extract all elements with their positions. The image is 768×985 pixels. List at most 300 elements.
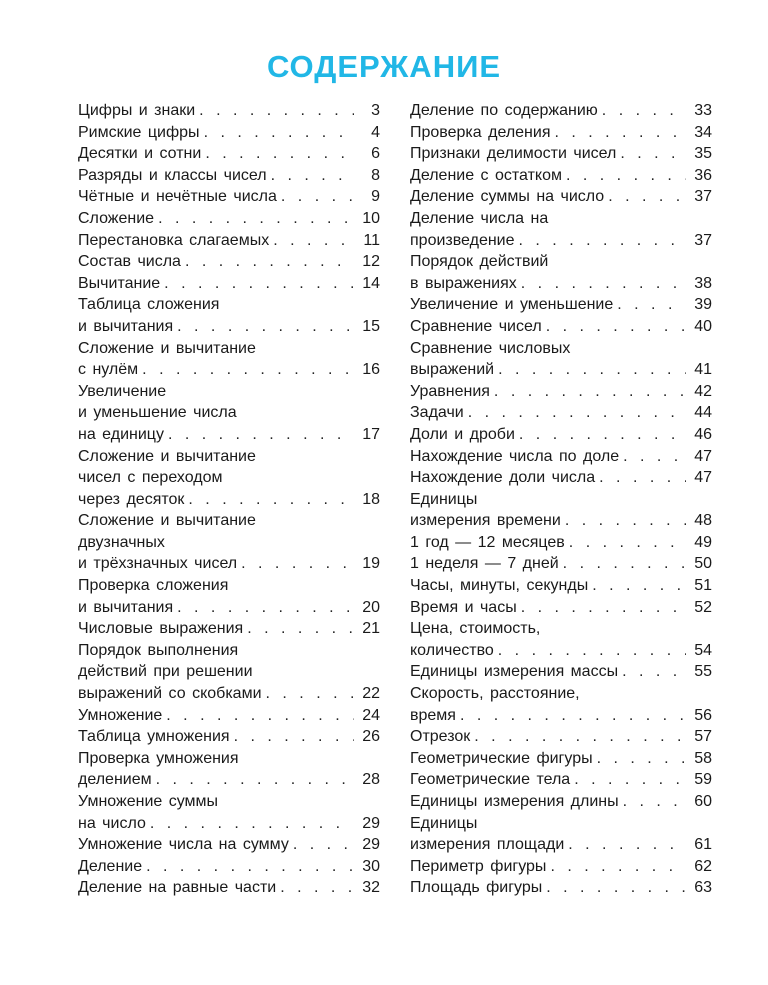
toc-entry[interactable] xyxy=(410,316,712,338)
dot-leader xyxy=(166,705,354,727)
dot-leader xyxy=(554,122,686,144)
toc-page-number: 3 xyxy=(371,102,380,119)
toc-entry-line xyxy=(410,813,712,835)
dot-leader xyxy=(568,834,686,856)
toc-entry-title: Деление числа на xyxy=(410,209,549,227)
toc-entry[interactable] xyxy=(410,575,712,597)
toc-entry-title: и уменьшение числа xyxy=(78,404,237,422)
toc-entry-line xyxy=(410,100,712,122)
toc-page-number: 37 xyxy=(694,188,712,206)
toc-entry[interactable] xyxy=(410,294,712,316)
toc-entry[interactable] xyxy=(410,661,712,683)
toc-entry-title: Умножение числа на сумму xyxy=(78,836,289,854)
toc-page-number: 47 xyxy=(694,469,712,487)
toc-page-number: 12 xyxy=(362,253,380,271)
toc-entry-line xyxy=(410,381,712,403)
toc-page-number: 16 xyxy=(362,361,380,379)
toc-page-number: 30 xyxy=(362,857,380,875)
toc-entry-line xyxy=(78,251,380,273)
toc-entry-title: Доли и дроби xyxy=(410,425,515,443)
dot-leader xyxy=(623,791,686,813)
toc-entry-title: Признаки делимости чисел xyxy=(410,145,617,163)
toc-page-number: 37 xyxy=(694,231,712,249)
toc-page-number: 50 xyxy=(694,555,712,573)
toc-entry-line xyxy=(410,748,712,770)
toc-entry-title: Проверка сложения xyxy=(78,577,229,595)
toc-entry-title: измерения площади xyxy=(410,836,565,854)
toc-entry[interactable] xyxy=(410,683,712,726)
dot-leader xyxy=(623,446,686,468)
toc-entry-line xyxy=(78,661,380,683)
toc-entry[interactable] xyxy=(78,446,380,511)
toc-entry-line xyxy=(410,251,712,273)
toc-entry-line xyxy=(78,143,380,165)
toc-entry-title: Порядок выполнения xyxy=(78,641,239,659)
toc-entry-title: Деление по содержанию xyxy=(410,102,598,119)
toc-entry-title: делением xyxy=(78,771,152,789)
toc-page-number: 34 xyxy=(694,123,712,141)
toc-entry-title: выражений xyxy=(410,361,495,379)
toc-entry-line xyxy=(78,683,380,705)
dot-leader xyxy=(281,186,354,208)
toc-entry-line xyxy=(78,381,380,403)
toc-entry[interactable] xyxy=(410,553,712,575)
toc-entry-line xyxy=(410,165,712,187)
toc-entry[interactable] xyxy=(78,165,380,187)
toc-entry-title: измерения времени xyxy=(410,512,561,530)
toc-entry-line xyxy=(410,661,712,683)
toc-entry-line xyxy=(410,467,712,489)
toc-page-number: 33 xyxy=(694,102,712,119)
toc-entry-line xyxy=(410,877,712,899)
toc-page-number: 10 xyxy=(362,209,380,227)
toc-entry-line xyxy=(78,316,380,338)
dot-leader xyxy=(271,165,354,187)
toc-entry-title: Таблица умножения xyxy=(78,728,230,746)
toc-entry[interactable] xyxy=(410,597,712,619)
toc-entry-title: Порядок действий xyxy=(410,253,549,271)
dot-leader xyxy=(602,100,686,122)
toc-entry[interactable] xyxy=(78,575,380,618)
dot-leader xyxy=(546,877,686,899)
toc-entry-title: Деление xyxy=(78,857,143,875)
toc-entry[interactable] xyxy=(410,165,712,187)
toc-entry[interactable] xyxy=(78,273,380,295)
toc-entry[interactable] xyxy=(410,381,712,403)
toc-entry-line xyxy=(410,791,712,813)
toc-entry-title: Увеличение и уменьшение xyxy=(410,296,614,314)
toc-entry[interactable] xyxy=(410,251,712,294)
dot-leader xyxy=(156,769,354,791)
toc-entry[interactable] xyxy=(410,532,712,554)
toc-entry-line xyxy=(78,726,380,748)
toc-entry-line xyxy=(78,100,380,122)
toc-page-number: 15 xyxy=(362,317,380,335)
dot-leader xyxy=(188,489,354,511)
toc-entry-line xyxy=(78,165,380,187)
toc-entry-line xyxy=(78,510,380,532)
toc-entry[interactable] xyxy=(78,640,380,705)
toc-entry-line xyxy=(78,877,380,899)
toc-entry[interactable] xyxy=(410,100,712,122)
toc-entry[interactable] xyxy=(410,208,712,251)
toc-entry-title: Цифры и знаки xyxy=(78,102,196,119)
toc-page-number: 48 xyxy=(694,512,712,530)
toc-entry-line xyxy=(410,338,712,360)
dot-leader xyxy=(550,856,686,878)
toc-entry-line xyxy=(410,446,712,468)
toc-page-number: 58 xyxy=(694,749,712,767)
toc-entry[interactable] xyxy=(78,791,380,834)
toc-page-number: 61 xyxy=(694,836,712,854)
toc-entry-line xyxy=(410,683,712,705)
toc-entry[interactable] xyxy=(78,208,380,230)
toc-entry-title: на единицу xyxy=(78,425,164,443)
toc-entry-line xyxy=(410,402,712,424)
dot-leader xyxy=(498,640,686,662)
dot-leader xyxy=(608,186,686,208)
toc-entry[interactable] xyxy=(78,251,380,273)
toc-entry-title: Разряды и классы чисел xyxy=(78,166,267,184)
toc-entry-line xyxy=(410,510,712,532)
toc-entry-title: Умножение xyxy=(78,706,163,724)
toc-entry-line xyxy=(78,359,380,381)
toc-entry-title: Единицы xyxy=(410,490,478,508)
toc-page-number: 44 xyxy=(694,404,712,422)
toc-page-number: 26 xyxy=(362,728,380,746)
dot-leader xyxy=(519,230,686,252)
dot-leader xyxy=(592,575,686,597)
toc-entry-title: Десятки и сотни xyxy=(78,145,202,163)
toc-entry[interactable] xyxy=(410,877,712,899)
toc-page-number: 60 xyxy=(694,793,712,810)
toc-right-column xyxy=(410,100,712,899)
toc-entry-line xyxy=(410,834,712,856)
dot-leader xyxy=(204,122,354,144)
toc-entry-line xyxy=(410,489,712,511)
toc-entry-title: с нулём xyxy=(78,361,139,379)
toc-entry-title: Сложение и вычитание xyxy=(78,339,256,357)
toc-entry-line xyxy=(410,143,712,165)
toc-entry-line xyxy=(78,489,380,511)
toc-entry-line xyxy=(78,597,380,619)
toc-page-number: 29 xyxy=(362,836,380,854)
toc-entry[interactable] xyxy=(410,791,712,813)
toc-entry-title: в выражениях xyxy=(410,274,517,292)
dot-leader xyxy=(266,683,354,705)
toc-entry[interactable] xyxy=(410,467,712,489)
toc-page-number: 62 xyxy=(694,857,712,875)
toc-page-number: 19 xyxy=(362,555,380,573)
toc-entry-line xyxy=(78,769,380,791)
toc-entry-title: 1 год — 12 месяцев xyxy=(410,533,565,551)
toc-entry-line xyxy=(410,208,712,230)
dot-leader xyxy=(247,618,354,640)
toc-entry[interactable] xyxy=(410,856,712,878)
dot-leader xyxy=(280,877,354,899)
dot-leader xyxy=(521,273,686,295)
toc-entry[interactable] xyxy=(78,856,380,878)
toc-page-number: 20 xyxy=(362,598,380,616)
toc-entry-line xyxy=(410,273,712,295)
toc-entry-title: Часы, минуты, секунды xyxy=(410,577,589,595)
toc-page-number: 35 xyxy=(694,145,712,163)
toc-page-number: 32 xyxy=(362,879,380,897)
toc-entry-line xyxy=(78,748,380,770)
toc-entry-title: Единицы xyxy=(410,814,478,832)
toc-entry-title: Деление суммы на число xyxy=(410,188,605,206)
toc-entry-title: и трёхзначных чисел xyxy=(78,555,238,573)
dot-leader xyxy=(521,597,686,619)
toc-page-number: 46 xyxy=(694,425,712,443)
toc-entry-title: Проверка умножения xyxy=(78,749,239,767)
toc-page-number: 18 xyxy=(362,490,380,508)
toc-page-number: 51 xyxy=(694,577,712,595)
toc-entry-line xyxy=(410,294,712,316)
toc-page-number: 56 xyxy=(694,706,712,724)
toc-page-number: 22 xyxy=(362,685,380,703)
toc-left-column xyxy=(78,100,380,899)
dot-leader xyxy=(494,381,686,403)
toc-page-number: 11 xyxy=(363,231,380,249)
toc-page-number: 17 xyxy=(362,425,380,443)
toc-entry-title: Сложение и вычитание xyxy=(78,447,256,465)
dot-leader xyxy=(158,208,354,230)
toc-entry-line xyxy=(410,575,712,597)
toc-entry[interactable] xyxy=(78,748,380,791)
dot-leader xyxy=(293,834,354,856)
toc-entry-line xyxy=(410,597,712,619)
toc-entry[interactable] xyxy=(78,143,380,165)
dot-leader xyxy=(460,705,686,727)
toc-entry-line xyxy=(78,122,380,144)
toc-entry[interactable] xyxy=(410,186,712,208)
dot-leader xyxy=(474,726,686,748)
toc-page-number: 54 xyxy=(694,641,712,659)
dot-leader xyxy=(168,424,354,446)
toc-entry[interactable] xyxy=(78,726,380,748)
toc-entry[interactable] xyxy=(410,813,712,856)
toc-entry-title: Увеличение xyxy=(78,382,167,400)
toc-entry-title: и вычитания xyxy=(78,598,174,616)
toc-page-number: 36 xyxy=(694,166,712,184)
toc-page-number: 14 xyxy=(362,274,380,292)
toc-entry-line xyxy=(410,230,712,252)
toc-entry-line xyxy=(410,424,712,446)
toc-entry-title: Перестановка слагаемых xyxy=(78,231,270,249)
toc-entry[interactable] xyxy=(410,769,712,791)
toc-entry[interactable] xyxy=(410,726,712,748)
dot-leader xyxy=(199,100,354,122)
toc-entry-title: Таблица сложения xyxy=(78,296,220,314)
dot-leader xyxy=(177,597,354,619)
toc-entry[interactable] xyxy=(78,122,380,144)
dot-leader xyxy=(622,661,686,683)
toc-entry-line xyxy=(78,553,380,575)
dot-leader xyxy=(164,273,354,295)
toc-entry-title: Единицы измерения массы xyxy=(410,663,619,681)
toc-page-number: 4 xyxy=(371,123,380,141)
toc-entry-line xyxy=(410,122,712,144)
dot-leader xyxy=(177,316,354,338)
toc-entry[interactable] xyxy=(78,618,380,640)
toc-page-number: 49 xyxy=(694,533,712,551)
toc-entry-line xyxy=(78,402,380,424)
toc-entry-title: Уравнения xyxy=(410,382,490,400)
toc-entry-title: Задачи xyxy=(410,404,464,422)
dot-leader xyxy=(620,143,686,165)
toc-entry[interactable] xyxy=(410,446,712,468)
toc-entry-title: Сравнение чисел xyxy=(410,317,542,335)
toc-entry[interactable] xyxy=(78,705,380,727)
toc-page-number: 8 xyxy=(371,166,380,184)
toc-entry[interactable] xyxy=(78,186,380,208)
toc-entry-title: Отрезок xyxy=(410,728,471,746)
toc-entry[interactable] xyxy=(78,510,380,575)
toc-entry-line xyxy=(78,856,380,878)
toc-entry[interactable] xyxy=(78,338,380,381)
toc-entry-line xyxy=(78,186,380,208)
toc-entry-title: Сложение xyxy=(78,209,155,227)
toc-page-number: 57 xyxy=(694,728,712,746)
toc-entry[interactable] xyxy=(78,381,380,446)
toc-entry-title: произведение xyxy=(410,231,515,249)
toc-entry-line xyxy=(78,424,380,446)
toc-entry-title: Чётные и нечётные числа xyxy=(78,188,277,206)
toc-entry-line xyxy=(410,856,712,878)
toc-entry[interactable] xyxy=(410,122,712,144)
dot-leader xyxy=(617,294,686,316)
dot-leader xyxy=(569,532,686,554)
toc-page-number: 40 xyxy=(694,317,712,335)
toc-entry[interactable] xyxy=(78,100,380,122)
toc-entry-line xyxy=(410,769,712,791)
toc-entry-title: действий при решении xyxy=(78,663,253,681)
toc-entry-title: количество xyxy=(410,641,494,659)
dot-leader xyxy=(273,230,354,252)
toc-entry[interactable] xyxy=(410,143,712,165)
dot-leader xyxy=(597,748,686,770)
dot-leader xyxy=(563,553,686,575)
toc-entry-line xyxy=(78,208,380,230)
toc-page-number: 38 xyxy=(694,274,712,292)
toc-entry-line xyxy=(78,532,380,554)
toc-entry[interactable] xyxy=(78,230,380,252)
toc-entry-title: Умножение суммы xyxy=(78,793,219,810)
toc-entry[interactable] xyxy=(410,424,712,446)
dot-leader xyxy=(185,251,354,273)
toc-page-number: 24 xyxy=(362,706,380,724)
toc-entry-line xyxy=(78,338,380,360)
toc-page-number: 41 xyxy=(694,361,712,379)
toc-entry-line xyxy=(410,640,712,662)
toc-entry-title: Деление с остатком xyxy=(410,166,562,184)
toc-entry-title: Вычитание xyxy=(78,274,161,292)
dot-leader xyxy=(599,467,686,489)
toc-entry-title: Геометрические фигуры xyxy=(410,749,593,767)
dot-leader xyxy=(468,402,686,424)
toc-page-number: 55 xyxy=(694,663,712,681)
toc-page-number: 63 xyxy=(694,879,712,897)
toc-entry-title: Геометрические тела xyxy=(410,771,571,789)
toc-page-number: 28 xyxy=(362,771,380,789)
dot-leader xyxy=(146,856,354,878)
toc-page-number: 6 xyxy=(371,145,380,163)
toc-entry-line xyxy=(78,575,380,597)
toc-entry-line xyxy=(78,446,380,468)
toc-entry[interactable] xyxy=(410,402,712,424)
toc-page-number: 59 xyxy=(694,771,712,789)
toc-entry-line xyxy=(78,705,380,727)
toc-entry-title: Состав числа xyxy=(78,253,181,271)
dot-leader xyxy=(241,553,354,575)
toc-entry-title: время xyxy=(410,706,456,724)
toc-entry-line xyxy=(78,834,380,856)
toc-page-number: 21 xyxy=(362,620,380,638)
toc-page-number: 9 xyxy=(371,188,380,206)
toc-entry-line xyxy=(78,230,380,252)
toc-entry-title: выражений со скобками xyxy=(78,685,262,703)
toc-entry-title: Деление на равные части xyxy=(78,879,277,897)
dot-leader xyxy=(234,726,354,748)
toc-entry-line xyxy=(78,294,380,316)
toc-entry-title: Сложение и вычитание xyxy=(78,512,256,530)
page-title: СОДЕРЖАНИЕ xyxy=(266,48,502,84)
toc-entry-title: Скорость, расстояние, xyxy=(410,685,580,703)
dot-leader xyxy=(565,510,686,532)
toc-entry[interactable] xyxy=(410,338,712,381)
toc-entry-line xyxy=(78,273,380,295)
toc-entry-title: Римские цифры xyxy=(78,123,200,141)
toc-entry-line xyxy=(410,553,712,575)
toc-entry-line xyxy=(78,813,380,835)
toc-entry[interactable] xyxy=(410,618,712,661)
dot-leader xyxy=(519,424,686,446)
toc-entry-line xyxy=(78,791,380,813)
dot-leader xyxy=(205,143,354,165)
toc-entry[interactable] xyxy=(78,834,380,856)
dot-leader xyxy=(546,316,686,338)
toc-entry-title: Единицы измерения длины xyxy=(410,793,619,810)
dot-leader xyxy=(566,165,686,187)
toc-entry-line xyxy=(410,618,712,640)
toc-entry[interactable] xyxy=(78,294,380,337)
toc-entry-line xyxy=(410,532,712,554)
toc-page-number: 52 xyxy=(694,598,712,616)
toc-entry[interactable] xyxy=(78,877,380,899)
toc-page-number: 47 xyxy=(694,447,712,465)
toc-entry-line xyxy=(410,705,712,727)
toc-page-number: 29 xyxy=(362,814,380,832)
toc-entry[interactable] xyxy=(410,748,712,770)
toc-entry-title: двузначных xyxy=(78,533,165,551)
toc-entry-line xyxy=(410,316,712,338)
dot-leader xyxy=(150,813,354,835)
toc-entry-line xyxy=(78,618,380,640)
toc-entry-title: Периметр фигуры xyxy=(410,857,547,875)
toc-entry-line xyxy=(410,726,712,748)
toc-page-number: 39 xyxy=(694,296,712,314)
toc-entry-title: на число xyxy=(78,814,146,832)
toc-entry-line xyxy=(78,467,380,489)
toc-entry-line xyxy=(410,186,712,208)
toc-entry-title: Нахождение доли числа xyxy=(410,469,596,487)
toc-entry-title: и вычитания xyxy=(78,317,174,335)
toc-entry-title: 1 неделя — 7 дней xyxy=(410,555,559,573)
toc-entry[interactable] xyxy=(410,489,712,532)
toc-page-number: 42 xyxy=(694,382,712,400)
toc-entry-line xyxy=(78,640,380,662)
